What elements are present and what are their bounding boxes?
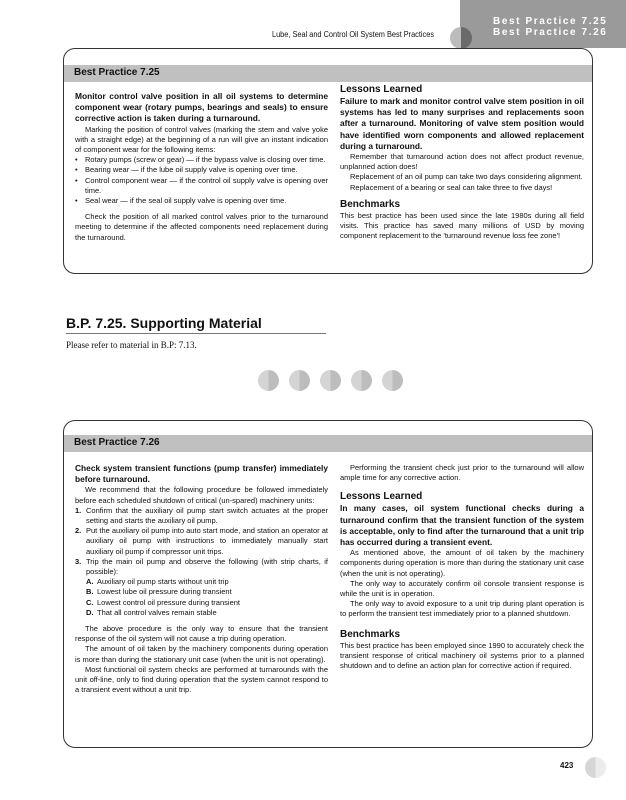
list-item: • Rotary pumps (screw or gear) — if the bypass valve is closing over time. [75, 155, 328, 165]
list-item [75, 577, 328, 587]
step-number: 2. [75, 526, 82, 536]
lessons-lead: Failure to mark and monitor control valve stem position in oil systems has led to many surprises and replacements soon after a turnaround. Monitoring of valve stem position would have identified worn components and allowed replacement during a turnaround. [340, 96, 584, 151]
step-number: 3. [75, 556, 82, 566]
section-heading: B.P. 7.25. Supporting Material [66, 315, 326, 334]
list-item [75, 526, 328, 557]
header-bp-726: Best Practice 7.26 [493, 27, 608, 38]
bp726-right [340, 463, 584, 671]
bp725-left [75, 91, 328, 243]
list-item: • Control component wear — if the control oil supply valve is opening over time. [75, 176, 328, 196]
bp725-title: Best Practice 7.25 [64, 65, 592, 82]
step-letter: D. [86, 607, 94, 617]
step-letter: A. [86, 577, 94, 587]
bp725-intro: Marking the position of control valves (marking the stem and valve yoke with a straight edge) at the beginning of a run will give an instant indication of component wear for the following items: [75, 124, 328, 155]
paragraph: Replacement of an oil pump can take two days considering alignment. [350, 172, 583, 182]
bp725-lead: Monitor control valve position in all oil systems to determine component wear (rotary pumps, bearings and seals) to ensure corrective action is taken during a turnaround. [75, 91, 328, 124]
benchmarks-text: This best practice has been used since the late 1980s during all field visits. This practice has saved many millions of USD by moving component replacement to the 'turnaround revenue loss fee zone'! [340, 210, 584, 241]
bp726-box [63, 420, 593, 748]
bp726-left [75, 463, 328, 695]
bp725-closing: Check the position of all marked control valves prior to the turnaround meeting to determine if the affected components need replacement during the turnaround. [75, 212, 328, 242]
divider-dot-icon [351, 370, 372, 391]
bp726-intro: We recommend that the following procedure be followed immediately before each scheduled shutdown of critical (un-spared) machinery units: [75, 485, 328, 505]
paragraph: The amount of oil taken by the machinery components during operation is more than during the stationary unit case (when the unit is not operating). [75, 644, 328, 664]
divider-dot-icon [320, 370, 341, 391]
list-item: • Bearing wear — if the lube oil supply valve is opening over time. [75, 165, 328, 175]
step-text: Confirm that the auxiliary oil pump start switch actuates at the proper setting and starts the auxiliary oil pump. [86, 505, 328, 526]
list-item [75, 587, 328, 597]
page-number: 423 [560, 761, 574, 770]
list-item [75, 557, 328, 577]
paragraph: Remember that turnaround action does not affect product revenue, unplanned action does! [340, 152, 584, 172]
paragraph: The above procedure is the only way to ensure that the transient response of the oil system will not cause a trip during operation. [75, 624, 328, 644]
list-item: • Seal wear — if the seal oil supply valve is opening over time. [75, 196, 328, 206]
bp725-box [63, 48, 593, 274]
step-text: Lowest control oil pressure during transient [97, 597, 240, 607]
paragraph: As mentioned above, the amount of oil taken by the machinery components during operation is more than during the stationary unit case (when the unit is not operating). [340, 548, 584, 578]
benchmarks-heading: Benchmarks [340, 198, 401, 210]
bp725-right [340, 78, 584, 241]
list-item [75, 598, 328, 608]
paragraph: Performing the transient check just prior to the turnaround will allow ample time for any corrective action. [340, 463, 584, 483]
step-text: Trip the main oil pump and observe the following (with strip charts, if possible): [86, 556, 328, 577]
header-bp-725: Best Practice 7.25 [493, 16, 608, 27]
step-text: Put the auxiliary oil pump into auto start mode, and station an operator at auxiliary oil pump with instructions to immediately manually start auxiliary oil pump if compressor unit trips. [86, 526, 328, 556]
step-letter: B. [86, 587, 94, 597]
page-circle-icon [585, 757, 606, 778]
bp726-steps [75, 506, 328, 618]
bp726-lead: Check system transient functions (pump transfer) immediately before turnaround. [75, 463, 328, 485]
paragraph: Replacement of a bearing or seal can take three to five days! [350, 182, 553, 192]
divider-dot-icon [258, 370, 279, 391]
lessons-heading: Lessons Learned [340, 491, 423, 503]
step-text: That all control valves remain stable [97, 607, 217, 617]
step-number: 1. [75, 505, 82, 515]
header-circle-icon [450, 27, 472, 49]
header-bp-labels [493, 16, 607, 38]
running-title: Lube, Seal and Control Oil System Best Practices [272, 30, 435, 39]
bp725-bullets [75, 155, 328, 206]
benchmarks-text: This best practice has been employed since 1990 to accurately check the transient response of critical machinery oil systems prior to a planned shutdown and to define an action plan for corrective action if required. [340, 640, 584, 671]
lessons-heading: Lessons Learned [340, 84, 423, 95]
section-text: Please refer to material in B.P: 7.13. [66, 340, 197, 350]
list-item [75, 608, 328, 618]
divider-dot-icon [382, 370, 403, 391]
paragraph: The only way to accurately confirm oil console transient response is while the unit is in operation. [340, 578, 584, 599]
step-text: Lowest lube oil pressure during transient [97, 587, 232, 597]
paragraph: The only way to avoid exposure to a unit trip during plant operation is to perform the transient test immediately prior to a planned shutdown. [340, 599, 584, 619]
step-text: Auxiliary oil pump starts without unit trip [97, 577, 229, 587]
paragraph: Most functional oil system checks are performed at turnarounds with the unit off-line, only to find during operation that the system cannot respond to a transient event without a unit trip. [75, 664, 328, 695]
list-item [75, 506, 328, 526]
divider-dot-icon [289, 370, 310, 391]
bp726-title: Best Practice 7.26 [64, 435, 592, 452]
lessons-lead: In many cases, oil system functional checks during a turnaround confirm that the transient function of the system is acceptable, only to find after the turnaround that a unit trip has occurred during a transient event. [340, 503, 584, 548]
step-letter: C. [86, 597, 94, 607]
benchmarks-heading: Benchmarks [340, 628, 401, 640]
